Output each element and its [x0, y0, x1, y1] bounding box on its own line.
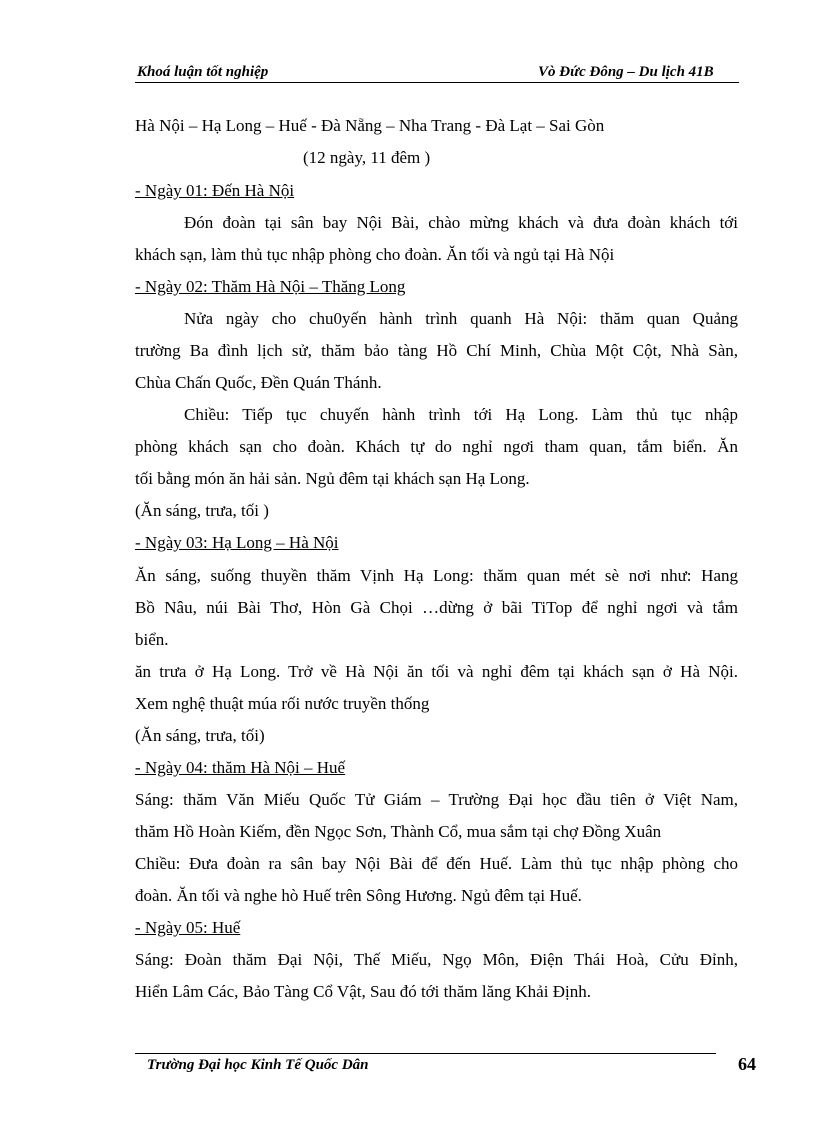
day2-line-1: Nửa ngày cho chu0yến hành trình quanh Hà Nội: thăm quan Quảng [184, 309, 738, 328]
day2-line-6: tối bằng món ăn hải sản. Ngủ đêm tại khách sạn Hạ Long. [135, 469, 530, 488]
header-right: Vò Đức Đông – Du lịch 41B [538, 64, 714, 80]
day3-heading: - Ngày 03: Hạ Long – Hà Nội [135, 533, 339, 552]
day1-line-2: khách sạn, làm thủ tục nhập phòng cho đoàn. Ăn tối và ngủ tại Hà Nội [135, 245, 615, 264]
day4-line-2: thăm Hồ Hoàn Kiếm, đền Ngọc Sơn, Thành Cổ, mua sắm tại chợ Đồng Xuân [135, 822, 662, 841]
day2-line-4: Chiều: Tiếp tục chuyến hành trình tới Hạ Long. Làm thủ tục nhập [184, 405, 738, 424]
footer-rule [135, 1053, 716, 1054]
day5-line-2: Hiển Lâm Các, Bảo Tàng Cổ Vật, Sau đó tới thăm lăng Khải Định. [135, 982, 591, 1001]
day5-heading: - Ngày 05: Huế [135, 918, 241, 937]
day3-line-2: Bồ Nâu, núi Bài Thơ, Hòn Gà Chọi …dừng ở bãi TiTop để nghỉ ngơi và tắm [135, 598, 738, 617]
day3-line-4: ăn trưa ở Hạ Long. Trở về Hà Nội ăn tối và nghỉ đêm tại khách sạn ở Hà Nội. [135, 662, 738, 681]
header-left: Khoá luận tốt nghiệp [137, 64, 269, 80]
day1-heading: - Ngày 01: Đến Hà Nội [135, 181, 295, 200]
day4-line-3: Chiều: Đưa đoàn ra sân bay Nội Bài để đến Huế. Làm thủ tục nhập phòng cho [135, 854, 738, 873]
header-rule [135, 82, 739, 83]
day2-line-2: trường Ba đình lịch sử, thăm bảo tàng Hồ Chí Minh, Chùa Một Cột, Nhà Sàn, [135, 341, 738, 360]
day2-meals: (Ăn sáng, trưa, tối ) [135, 501, 269, 520]
page-number: 64 [738, 1054, 756, 1074]
day4-line-4: đoàn. Ăn tối và nghe hò Huế trên Sông Hương. Ngủ đêm tại Huế. [135, 886, 582, 905]
day3-line-1: Ăn sáng, suống thuyền thăm Vịnh Hạ Long: thăm quan mét sè nơi như: Hang [135, 566, 738, 585]
day4-line-1: Sáng: thăm Văn Miếu Quốc Tử Giám – Trường Đại học đầu tiên ở Việt Nam, [135, 790, 738, 809]
day3-line-5: Xem nghệ thuật múa rối nước truyền thống [135, 694, 430, 713]
day5-line-1: Sáng: Đoàn thăm Đại Nội, Thế Miếu, Ngọ Môn, Điện Thái Hoà, Cửu Đỉnh, [135, 950, 738, 969]
route-line: Hà Nội – Hạ Long – Huế - Đà Nẵng – Nha Trang - Đà Lạt – Sai Gòn [135, 116, 605, 135]
day3-line-3: biển. [135, 630, 169, 649]
day3-meals: (Ăn sáng, trưa, tối) [135, 726, 265, 745]
footer-university: Trường Đại học Kinh Tế Quốc Dân [147, 1057, 369, 1073]
day2-line-5: phòng khách sạn cho đoàn. Khách tự do nghỉ ngơi tham quan, tắm biển. Ăn [135, 437, 738, 456]
day2-line-3: Chùa Chấn Quốc, Đền Quán Thánh. [135, 373, 382, 392]
duration-line: (12 ngày, 11 đêm ) [303, 148, 431, 167]
day1-line-1: Đón đoàn tại sân bay Nội Bài, chào mừng khách và đưa đoàn khách tới [184, 213, 738, 232]
day4-heading: - Ngày 04: thăm Hà Nội – Huế [135, 758, 346, 777]
day2-heading: - Ngày 02: Thăm Hà Nội – Thăng Long [135, 277, 406, 296]
